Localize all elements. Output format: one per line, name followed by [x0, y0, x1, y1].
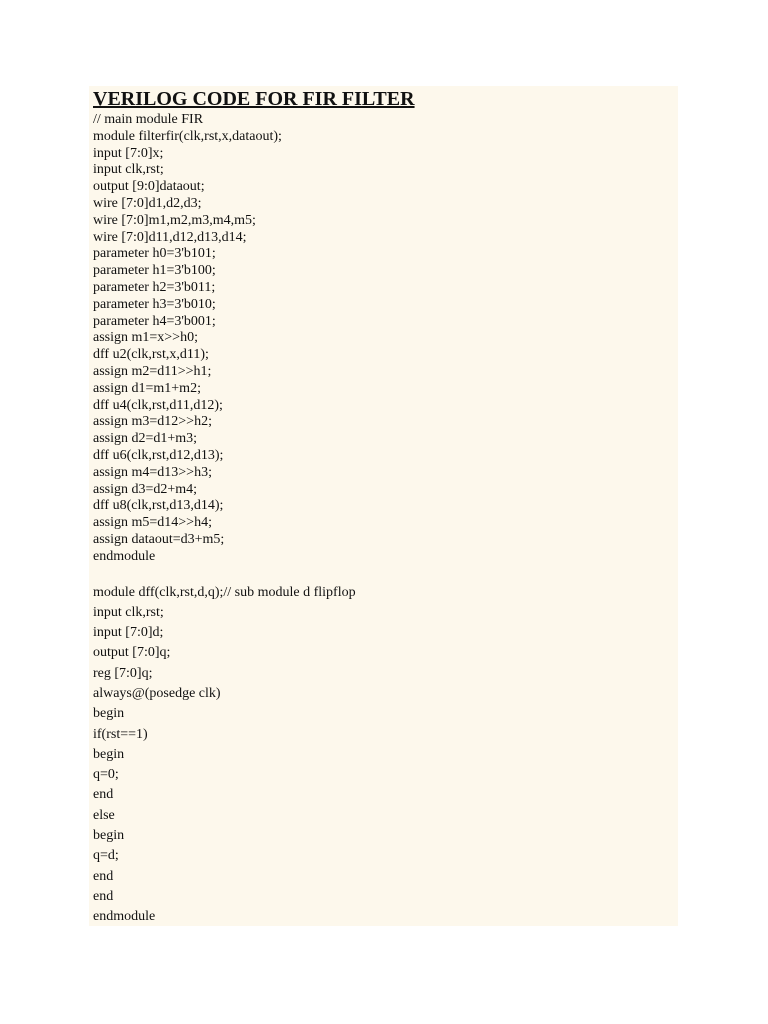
- code-line: else: [93, 807, 115, 823]
- code-line: begin: [93, 828, 125, 844]
- code-line: input [7:0]d;: [93, 625, 164, 641]
- code-line: dff u2(clk,rst,x,d11);: [93, 347, 209, 363]
- code-line: end: [93, 888, 114, 904]
- code-line: begin: [93, 746, 125, 762]
- code-line: assign m2=d11>>h1;: [93, 363, 212, 379]
- code-line: wire [7:0]d1,d2,d3;: [93, 195, 202, 211]
- blank-line: [93, 566, 673, 583]
- code-line: parameter h0=3'b101;: [93, 246, 216, 262]
- code-line: endmodule: [93, 909, 156, 925]
- code-line: assign d2=d1+m3;: [93, 431, 198, 447]
- sub-module-code: [93, 583, 673, 928]
- code-line: module dff(clk,rst,d,q);// sub module d flipflop: [93, 584, 356, 600]
- main-module-code: [93, 112, 673, 566]
- code-line: parameter h1=3'b100;: [93, 263, 216, 279]
- code-line: parameter h4=3'b001;: [93, 313, 216, 329]
- code-line: assign m5=d14>>h4;: [93, 515, 212, 531]
- code-line: wire [7:0]m1,m2,m3,m4,m5;: [93, 212, 256, 228]
- code-line: module filterfir(clk,rst,x,dataout);: [93, 128, 282, 144]
- code-line: input clk,rst;: [93, 162, 164, 178]
- code-line: output [9:0]dataout;: [93, 179, 205, 195]
- code-line: end: [93, 787, 114, 803]
- code-line: wire [7:0]d11,d12,d13,d14;: [93, 229, 247, 245]
- code-line: assign m1=x>>h0;: [93, 330, 198, 346]
- code-line: parameter h3=3'b010;: [93, 296, 216, 312]
- code-line: dff u4(clk,rst,d11,d12);: [93, 397, 223, 413]
- code-line: end: [93, 868, 114, 884]
- code-line: assign dataout=d3+m5;: [93, 531, 225, 547]
- code-line: q=d;: [93, 848, 119, 864]
- document-content: [93, 86, 673, 928]
- code-line: reg [7:0]q;: [93, 665, 153, 681]
- code-line: if(rst==1): [93, 726, 148, 742]
- code-line: parameter h2=3'b011;: [93, 279, 216, 295]
- code-line: begin: [93, 706, 125, 722]
- code-line: q=0;: [93, 767, 119, 783]
- code-line: assign m3=d12>>h2;: [93, 414, 212, 430]
- code-line: assign d1=m1+m2;: [93, 380, 201, 396]
- code-line: endmodule: [93, 548, 156, 564]
- code-line: // main module FIR: [93, 112, 204, 127]
- code-line: input [7:0]x;: [93, 145, 164, 161]
- code-line: input clk,rst;: [93, 604, 164, 620]
- code-line: always@(posedge clk): [93, 686, 221, 701]
- code-line: dff u6(clk,rst,d12,d13);: [93, 447, 224, 463]
- document-title: VERILOG CODE FOR FIR FILTER: [93, 88, 415, 110]
- code-line: dff u8(clk,rst,d13,d14);: [93, 498, 224, 514]
- code-line: assign d3=d2+m4;: [93, 481, 198, 497]
- code-line: output [7:0]q;: [93, 645, 171, 661]
- code-line: assign m4=d13>>h3;: [93, 464, 212, 480]
